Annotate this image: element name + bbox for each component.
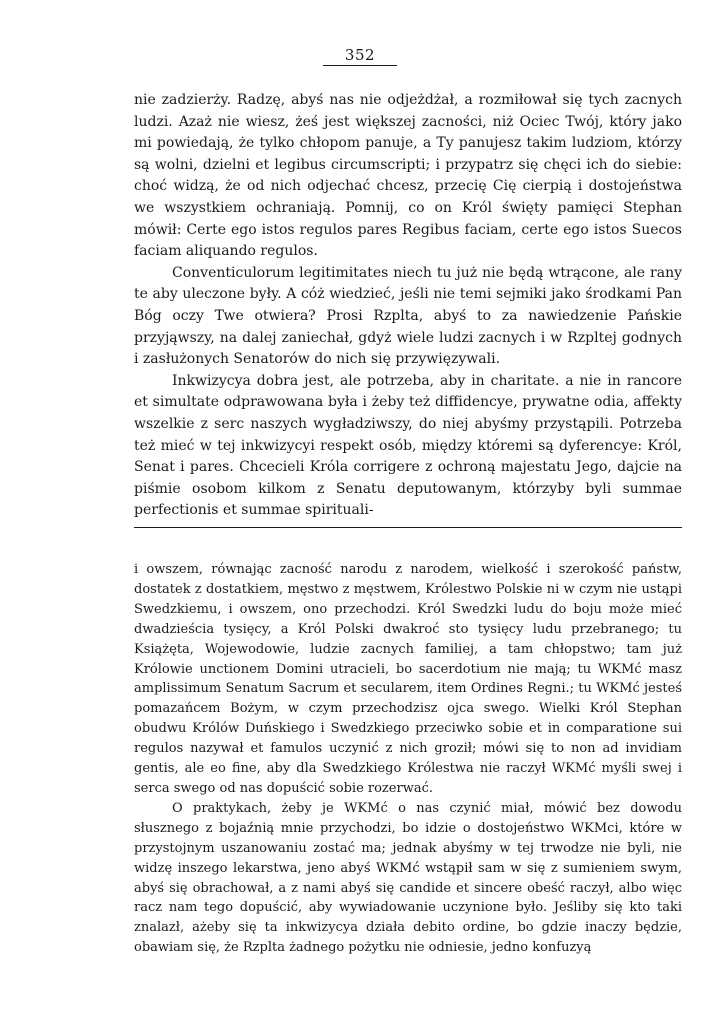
footnote-block [134,560,682,958]
main-paragraph: Conventiculorum legitimitates niech tu już nie będą wtrącone, ale rany te aby uleczone były. A cóż wiedzieć, jeśli nie temi sejmiki jako środkami Pan Bóg oczy Twe otwiera? Prosi Rzplta, abyś to za nawiedzenie Pańskie przyjąwszy, na dalej zaniechał, gdyż wiele ludzi zacnych i w Rzpltej godnych i zasłużonych Senatorów do nich się przywięzywali. [134,264,682,368]
footnote-paragraph: O praktykach, żeby je WKMć o nas czynić miał, mówić bez dowodu słusznego z bojaźnią mnie przychodzi, bo idzie o dostojeństwo WKMci, które w przystojnym uszanowaniu zostać ma; jednak abyśmy w tej trwodze nie byli, nie widzę inszego lekarstwa, jeno abyś WKMć wstąpił sam w się z sumieniem swym, abyś się obrachował, a z nami abyś się candide et sincere obeść raczył, albo więc racz nam tego dopuścić, aby wywiadowanie uczynione było. Jeśliby się kto taki znalazł, ażeby się ta inkwizycya działa debito ordine, bo gdzie inaczy będzie, obawiam się, że Rzplta żadnego pożytku nie odniesie, jedno konfuzyą [134,800,682,956]
main-text-block [134,90,682,522]
main-paragraph: nie zadzierży. Radzę, abyś nas nie odjeżdżał, a rozmiłował się tych zacnych ludzi. Azaż nie wiesz, żeś jest większej zacności, niż Ociec Twój, który jako mi powiedają, że tylko chłopom panuje, a Ty panujesz takim ludziom, którzy są wolni, dzielni et legibus circumscripti; i przypatrz się chęci ich do siebie: choć widzą, że od nich odjechać chcesz, przecię Cię cierpią i dostojeństwa we wszystkiem ochraniają. Pomnij, co on Król święty pamięci Stephan mówił: Certe ego istos regulos pares Regibus faciam, certe ego istos Suecos faciam aliquando regulos. [134,92,682,260]
main-paragraph: Inkwizycya dobra jest, ale potrzeba, aby in charitate. a nie in rancore et simultate odprawowana była i żeby też diffidencye, prywatne odia, affekty wszelkie z serc naszych wygładziwszy, do niej abyśmy przystąpili. Potrzeba też mieć w tej inkwizycyi respekt osób, między któremi są dyferencye: Król, Senat i pares. Chcecieli Króla corrigere z ochroną majestatu Jego, dajcie na piśmie osobom kilkom z Senatu deputowanym, którzyby byli summae perfectionis et summae spirituali- [134,372,682,519]
footnote-paragraph: i owszem, równając zacność narodu z narodem, wielkość i szerokość państw, dostatek z dostatkiem, męstwo z męstwem, Królestwo Polskie ni w czym nie ustąpi Swedzkiemu, i owszem, ono przechodzi. Król Swedzki ludu do boju może mieć dwadzieścia tysięcy, a Król Polski dwakroć sto tysięcy ludu przebranego; tu Książęta, Wojewodowie, ludzie zacnych familiej, a tam chłopstwo; tam już Królowie unctionem Domini utracieli, bo sacerdotium nie mają; tu WKMć masz amplissimum Senatum Sacrum et secularem, item Ordines Regni.; tu WKMć jesteś pomazańcem Bożym, w czym przechodzisz ojca swego. Wielki Król Stephan obudwu Królów Duńskiego i Swedzkiego przeciwko sobie et in comparatione sui regulos nazywał et famulos uczynić z nich groził; mówi się to non ad invidiam gentis, ale eo fine, aby dla Swedzkiego Królestwa nie raczył WKMć myśli swej i serca swego od nas dopuścić sobie rozerwać. [134,562,682,796]
page-number [0,46,720,66]
page-number-text: 352 [323,46,397,66]
footnote-separator [134,527,682,528]
